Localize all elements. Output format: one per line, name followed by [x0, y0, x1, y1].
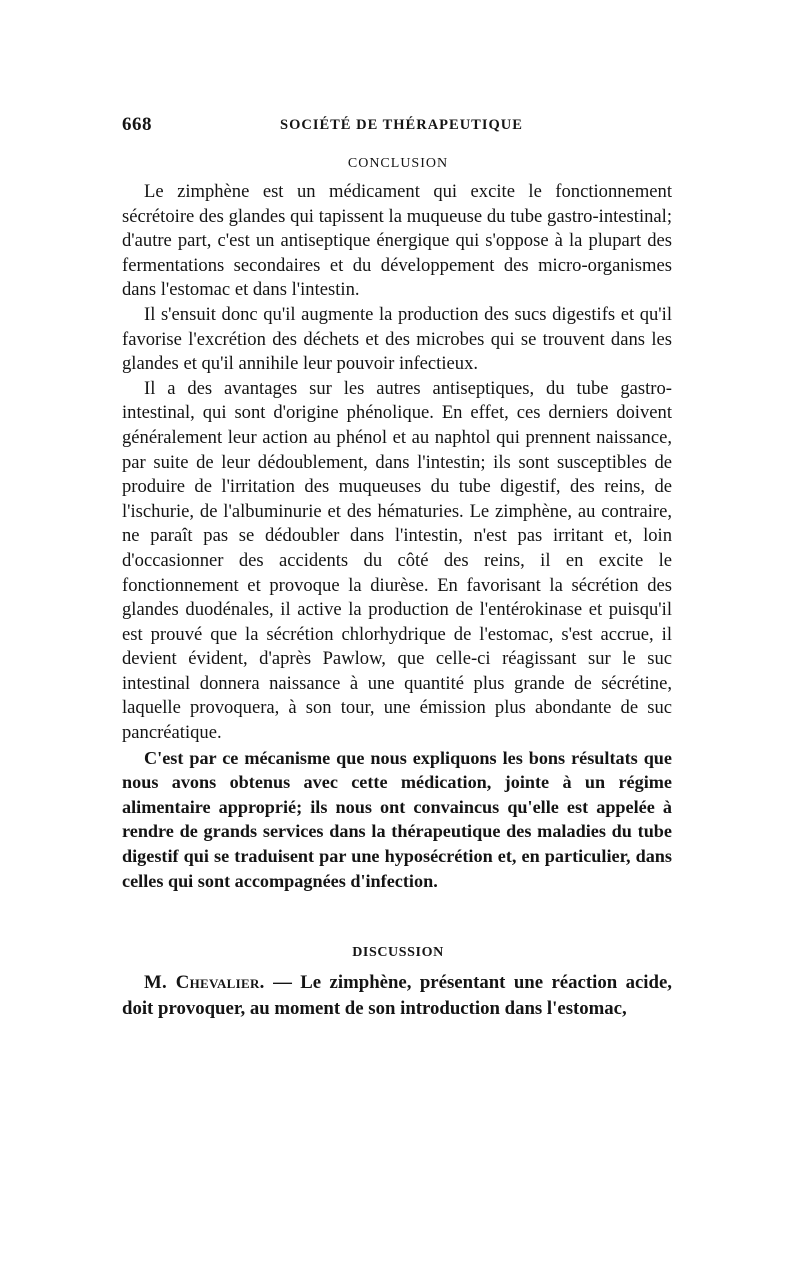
conclusion-paragraph-1: Le zimphène est un médicament qui excite le fonctionnement sécrétoire des glandes qui tapissent la muqueuse du tube gastro-intestinal; d'autre part, c'est un antiseptique énergique qui s'oppose à la plupart des fermentations secondaires et du développement des micro-organismes dans l'estomac et dans l'intestin.	[122, 181, 672, 301]
conclusion-paragraph-4: C'est par ce mécanisme que nous expliquons les bons résultats que nous avons obtenus avec cette médication, jointe à un régime alimentaire approprié; ils nous ont convaincus qu'elle est appelée à rendre de grands services dans la thérapeutique des maladies du tube digestif qui se traduisent par une hyposécrétion et, en particulier, dans celles qui sont accompagnées d'infection.	[122, 747, 672, 891]
discussion-paragraph	[122, 970, 672, 1021]
conclusion-paragraph-2: Il s'ensuit donc qu'il augmente la production des sucs digestifs et qu'il favorise l'excrétion des déchets et des microbes qui se trouvent dans les glandes et qu'il annihile leur pouvoir infectieux.	[122, 303, 672, 375]
discussion-section	[122, 970, 672, 1021]
speaker-name: M. Chevalier.	[144, 972, 265, 993]
conclusion-heading: CONCLUSION	[347, 156, 449, 171]
discussion-text: — Le zimphène, présentant une réaction acide, doit provoquer, au moment de son introduction dans l'estomac,	[122, 972, 672, 1019]
journal-title: SOCIÉTÉ DE THÉRAPEUTIQUE	[280, 117, 523, 133]
running-header	[122, 114, 674, 140]
conclusion-paragraph-3: Il a des avantages sur les autres antiseptiques, du tube gastro-intestinal, qui sont d'origine phénolique. En effet, ces derniers doivent généralement leur action au phénol et au naphtol qui prennent naissance, par suite de leur dédoublement, dans l'intestin; ils sont susceptibles de produire de l'irritation des muqueuses du tube digestif, des reins, de l'ischurie, de l'albuminurie et des hématuries. Le zimphène, au contraire, ne paraît pas se dédoubler dans l'intestin, n'est pas irritant et, loin d'occasionner des accidents du côté des reins, il en excite le fonctionnement et provoque la diurèse. En favorisant la sécrétion des glandes duodénales, il active la production de l'entérokinase et puisqu'il est prouvé que la sécrétion chlorhydrique de l'estomac, s'est accrue, il devient évident, d'après Pawlow, que celle-ci réagissant sur le suc intestinal donnera naissance à une quantité plus grande de sécrétine, laquelle provoquera, à son tour, une émission plus abondante de suc pancréatique.	[122, 377, 672, 744]
discussion-heading: DISCUSSION	[352, 945, 444, 960]
page-number: 668	[122, 114, 152, 135]
conclusion-section	[122, 180, 672, 893]
